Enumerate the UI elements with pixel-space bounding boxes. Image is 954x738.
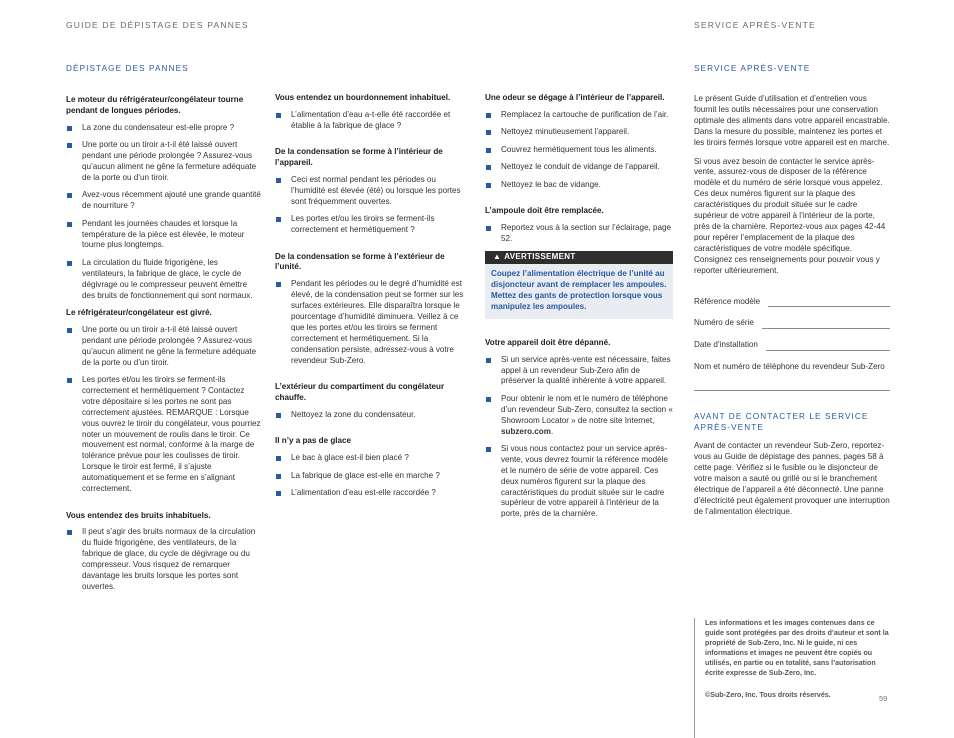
list-item: Une porte ou un tiroir a-t-il été laissé ouvert pendant une période prolongée ? Assurez-vous qu’aucun aliment ne gêne la fermeture adéquate de la porte ou d’un tiroir.	[66, 325, 262, 369]
list-item: Nettoyez le conduit de vidange de l’appareil.	[485, 162, 673, 173]
list-item: Reportez vous à la section sur l’éclairage, page 52.	[485, 223, 673, 245]
bullet-icon	[276, 491, 281, 496]
problem-heading: L’ampoule doit être remplacée.	[485, 205, 604, 215]
list-item: La circulation du fluide frigorigène, les ventilateurs, la fabrique de glace, le cycle de dégivrage ou le compresseur peuvent émettre des bruits de fonctionnement qui sont normaux.	[66, 258, 262, 302]
troubleshooting-column-2	[275, 93, 471, 505]
problem-heading: Vous entendez un bourdonnement inhabituel.	[275, 93, 451, 102]
list-item: Pendant les périodes ou le degré d’humidité est élevé, de la condensation peut se former sur les surfaces extérieures. Elle disparaîtra lorsque le pourcentage d’humidité diminuera. Veillez à ce que les portes et/ou les tiroirs se ferment correctement et hermétiquement. Si la condensation persiste, adressez-vous à votre revendeur Sub-Zero.	[275, 279, 471, 366]
problem-heading: De la condensation se forme à l’extérieur de l’unité.	[275, 251, 445, 272]
dealer-field-label: Nom et numéro de téléphone du revendeur Sub-Zero	[694, 362, 885, 372]
problem-heading: Le réfrigérateur/congélateur est givré.	[66, 308, 212, 317]
problem-heading: Vous entendez des bruits inhabituels.	[66, 510, 211, 520]
bullet-icon	[486, 165, 491, 170]
list-item: L’alimentation d’eau est-elle raccordée ?	[275, 488, 471, 499]
bullet-icon	[276, 474, 281, 479]
bullet-icon	[486, 113, 491, 118]
bullet-icon	[67, 126, 72, 131]
list-item: Avez-vous récemment ajouté une grande quantité de nourriture ?	[66, 190, 262, 212]
running-header-right: SERVICE APRÈS-VENTE	[694, 20, 816, 30]
running-header-left: GUIDE DE DÉPISTAGE DES PANNES	[66, 20, 249, 30]
solution-list	[275, 453, 471, 499]
page-number: 59	[879, 694, 888, 703]
website-link: subzero.com	[501, 426, 551, 436]
problem-heading: Le moteur du réfrigérateur/congélateur tourne pendant de longues périodes.	[66, 95, 244, 115]
installation-date-field: Date d’installation	[694, 340, 890, 351]
serial-number-field: Numéro de série	[694, 318, 890, 329]
problem-heading: Une odeur se dégage à l’intérieur de l’appareil.	[485, 93, 665, 102]
solution-list	[66, 325, 262, 495]
bullet-icon	[67, 143, 72, 148]
list-item: Nettoyez minutieusement l’appareil.	[485, 127, 673, 138]
problem-heading: L’extérieur du compartiment du congélateur chauffe.	[275, 382, 445, 403]
bullet-icon	[276, 113, 281, 118]
list-item: Couvrez hermétiquement tous les aliments.	[485, 145, 673, 156]
list-item: Nettoyez la zone du condensateur.	[275, 410, 471, 421]
list-item: Ceci est normal pendant les périodes ou l’humidité est élevée (été) ou lorsque les portes sont fréquemment ouvertes.	[275, 175, 471, 208]
list-item: Remplacez la cartouche de purification de l’air.	[485, 110, 673, 121]
list-item: Pour obtenir le nom et le numéro de téléphone d’un revendeur Sub-Zero, consultez la section « Showroom Locator » de notre site Internet, subzero.com.	[485, 394, 673, 438]
bullet-icon	[67, 378, 72, 383]
warning-text: Coupez l’alimentation électrique de l’unité au disjoncteur avant de remplacer les ampoules. Mettez des gants de protection lorsque vous manipulez les ampoules.	[491, 269, 667, 311]
troubleshooting-column-1	[66, 95, 262, 599]
service-contact-paragraph: Si vous avez besoin de contacter le service après-vente, assurez-vous de disposer de la référence modèle et du numéro de série lorsque vous appelez. Ces deux numéros figurent sur la plaque des caractéristiques du produit située sur le cadre supérieur de votre appareil à l’intérieur de la porte, près de la charnière. Reportez-vous aux pages 42-44 pour repérer l’emplacement de la plaque des caractéristiques de votre modèle spécifique. Consignez ces renseignements pour pouvoir vous y reporter ultérieurement.	[694, 156, 886, 275]
solution-list	[275, 410, 471, 421]
list-item: Il peut s’agir des bruits normaux de la circulation du fluide frigorigène, des ventilateurs, de la fabrique de glace, du cycle de dégivrage ou du compresseur. Vous risquez de remarquer davantage les bruits lorsque les portes sont ouvertes.	[66, 527, 262, 592]
warning-triangle-icon: ▲	[493, 252, 502, 262]
model-number-field: Référence modèle	[694, 297, 890, 308]
list-item: L’alimentation d’eau a-t-elle été raccordée et établie à la fabrique de glace ?	[275, 110, 471, 132]
solution-list	[485, 355, 673, 521]
solution-list	[275, 279, 471, 366]
problem-heading: Votre appareil doit être dépanné.	[485, 337, 611, 347]
list-item: La fabrique de glace est-elle en marche ?	[275, 471, 471, 482]
bullet-icon	[276, 456, 281, 461]
copyright-notice-text: Les informations et les images contenues dans ce guide sont protégées par des droits d’auteur et sont la propriété de Sub-Zero, Inc. Ni le guide, ni ces informations et images ne peuvent être copiés ou utilisés, en partie ou en totalité, sans l’autorisation écrite expresse de Sub-Zero, Inc.	[705, 619, 889, 678]
before-contact-text: Avant de contacter un revendeur Sub-Zero, reportez-vous au Guide de dépistage des pannes, pages 58 à cette page. Vérifiez si le fusible ou le disjoncteur de votre maison a sauté ou grillé ou si le branchement électrique de l’appareil a été déconnecté. Une panne d’électricité peut également provoquer une interruption de l’alimentation électrique.	[694, 441, 890, 516]
solution-list	[275, 175, 471, 236]
list-item: Pendant les journées chaudes et lorsque la température de la pièce est élevée, le moteur tourne plus longtemps.	[66, 219, 262, 252]
bullet-icon	[486, 397, 491, 402]
bullet-icon	[276, 178, 281, 183]
bullet-icon	[276, 217, 281, 222]
copyright-line: ©Sub-Zero, Inc. Tous droits réservés.	[705, 690, 831, 699]
list-item: Une porte ou un tiroir a-t-il été laissé ouvert pendant une période prolongée ? Assurez-vous qu’aucun aliment ne gêne la fermeture adéquate de la porte ou d’un tiroir.	[66, 140, 262, 184]
section-title-troubleshooting: DÉPISTAGE DES PANNES	[66, 64, 189, 73]
list-item: Nettoyez le bac de vidange.	[485, 180, 673, 191]
bullet-icon	[276, 413, 281, 418]
solution-list	[275, 110, 471, 132]
list-item: Le bac à glace est-il bien placé ?	[275, 453, 471, 464]
bullet-icon	[67, 530, 72, 535]
bullet-icon	[486, 130, 491, 135]
problem-heading: De la condensation se forme à l’intérieur de l’appareil.	[275, 147, 443, 168]
before-contact-title: AVANT DE CONTACTER LE SERVICE APRÈS-VENTE	[694, 412, 869, 433]
solution-list	[485, 223, 673, 245]
service-column	[694, 94, 890, 517]
list-item: La zone du condensateur est-elle propre ?	[66, 123, 262, 134]
solution-list	[485, 110, 673, 191]
troubleshooting-column-3	[485, 93, 673, 527]
solution-list	[66, 123, 262, 302]
bullet-icon	[67, 328, 72, 333]
solution-list	[66, 527, 262, 592]
warning-box	[485, 251, 673, 319]
bullet-icon	[486, 358, 491, 363]
problem-heading: Il n’y a pas de glace	[275, 436, 352, 446]
service-intro-paragraph: Le présent Guide d’utilisation et d’entretien vous fournit les outils nécessaires pour une conservation optimale des aliments dans votre appareil encastrable. Dans la mesure du possible, maintenez les portes et les tiroirs fermés lorsque votre appareil est en marche.	[694, 94, 890, 147]
bullet-icon	[486, 148, 491, 153]
bullet-icon	[67, 193, 72, 198]
list-item: Les portes et/ou les tiroirs se ferment-ils correctement et hermétiquement ? Contactez votre dépositaire si les portes ne sont pas correctement ajustées. REMARQUE : Lorsque vous ouvrez le tiroir du congélateur, vous pourriez noter un mouvement de roulis dans le tiroir. Ce mouvement est normal, conforme à la marge de tolérance prévue pour les coulisses de tiroir. Lorsque le tiroir est fermé, il s’ajuste automatiquement et se ferme en s’alignant correctement.	[66, 375, 262, 495]
bullet-icon	[486, 226, 491, 231]
bullet-icon	[276, 282, 281, 287]
section-title-service: SERVICE APRÈS-VENTE	[694, 64, 811, 73]
legal-notice	[694, 618, 894, 738]
list-item: Les portes et/ou les tiroirs se ferment-ils correctement et hermétiquement ?	[275, 214, 471, 236]
list-item: Si vous nous contactez pour un service après-vente, vous devrez fournir la référence modèle et le numéro de série de votre appareil. Ces deux numéros figurent sur la plaque des caractéristiques du produit située sur le cadre supérieur de votre appareil à l’intérieur de la porte, près de la charnière.	[485, 444, 673, 520]
warning-header: ▲ AVERTISSEMENT	[485, 251, 673, 264]
bullet-icon	[486, 447, 491, 452]
bullet-icon	[486, 183, 491, 188]
list-item: Si un service après-vente est nécessaire, faites appel à un revendeur Sub-Zero afin de préserver la qualité inhérente à votre appareil.	[485, 355, 673, 388]
bullet-icon	[67, 261, 72, 266]
bullet-icon	[67, 222, 72, 227]
